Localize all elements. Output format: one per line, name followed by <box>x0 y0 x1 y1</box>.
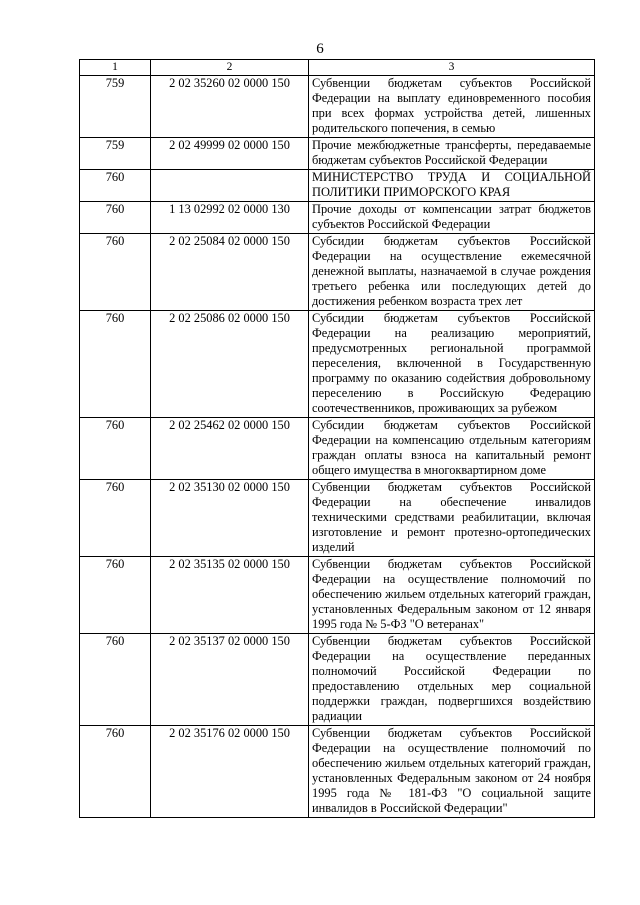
administrator-code: 760 <box>80 202 151 234</box>
revenue-codes-table <box>79 59 595 818</box>
table-row <box>80 634 595 726</box>
revenue-classification-code: 2 02 35176 02 0000 150 <box>151 726 309 818</box>
revenue-classification-code: 2 02 35130 02 0000 150 <box>151 480 309 557</box>
administrator-code: 760 <box>80 726 151 818</box>
table-row <box>80 726 595 818</box>
column-header-2: 2 <box>151 60 309 76</box>
table-row <box>80 202 595 234</box>
table-row <box>80 234 595 311</box>
administrator-code: 759 <box>80 76 151 138</box>
revenue-description: Прочие межбюджетные трансферты, передаваемые бюджетам субъектов Российской Федерации <box>309 138 595 170</box>
column-header-3: 3 <box>309 60 595 76</box>
revenue-description: Субсидии бюджетам субъектов Российской Федерации на реализацию мероприятий, предусмотренных региональной программой переселения, включенной в Государственную программу по оказанию содействия добровольному переселению в Российскую Федерацию соотечественников, проживающих за рубежом <box>309 311 595 418</box>
table-row <box>80 138 595 170</box>
administrator-code: 759 <box>80 138 151 170</box>
revenue-classification-code: 2 02 35137 02 0000 150 <box>151 634 309 726</box>
table-row <box>80 76 595 138</box>
administrator-code: 760 <box>80 418 151 480</box>
revenue-classification-code: 2 02 25086 02 0000 150 <box>151 311 309 418</box>
administrator-code: 760 <box>80 234 151 311</box>
column-header-1: 1 <box>80 60 151 76</box>
revenue-description: Субсидии бюджетам субъектов Российской Федерации на компенсацию отдельным категориям граждан оплаты взноса на капитальный ремонт общего имущества в многоквартирном доме <box>309 418 595 480</box>
revenue-description: Прочие доходы от компенсации затрат бюджетов субъектов Российской Федерации <box>309 202 595 234</box>
revenue-classification-code: 2 02 49999 02 0000 150 <box>151 138 309 170</box>
administrator-code: 760 <box>80 480 151 557</box>
table-header-row <box>80 60 595 76</box>
table-row <box>80 480 595 557</box>
revenue-description: Субвенции бюджетам субъектов Российской Федерации на осуществление полномочий по обеспечению жильем отдельных категорий граждан, установленных Федеральным законом от 24 ноября 1995 года № 181-ФЗ "О социальной защите инвалидов в Российской Федерации" <box>309 726 595 818</box>
revenue-description: Субвенции бюджетам субъектов Российской Федерации на осуществление переданных полномочий Российской Федерации по предоставлению отдельных мер социальной поддержки граждан, подвергшихся воздействию радиации <box>309 634 595 726</box>
revenue-classification-code: 2 02 35260 02 0000 150 <box>151 76 309 138</box>
revenue-description: Субсидии бюджетам субъектов Российской Федерации на осуществление ежемесячной денежной выплаты, назначаемой в случае рождения третьего ребенка или последующих детей до достижения ребенком возраста трех лет <box>309 234 595 311</box>
revenue-classification-code <box>151 170 309 202</box>
revenue-description: Субвенции бюджетам субъектов Российской Федерации на выплату единовременного пособия при всех формах устройства детей, лишенных родительского попечения, в семью <box>309 76 595 138</box>
page-number: 6 <box>316 41 324 57</box>
revenue-classification-code: 2 02 25462 02 0000 150 <box>151 418 309 480</box>
revenue-description: Субвенции бюджетам субъектов Российской Федерации на обеспечение инвалидов техническими средствами реабилитации, включая изготовление и ремонт протезно-ортопедических изделий <box>309 480 595 557</box>
table-row <box>80 311 595 418</box>
revenue-classification-code: 1 13 02992 02 0000 130 <box>151 202 309 234</box>
ministry-heading: МИНИСТЕРСТВО ТРУДА И СОЦИАЛЬНОЙ ПОЛИТИКИ ПРИМОРСКОГО КРАЯ <box>309 170 595 202</box>
administrator-code: 760 <box>80 311 151 418</box>
revenue-classification-code: 2 02 35135 02 0000 150 <box>151 557 309 634</box>
administrator-code: 760 <box>80 634 151 726</box>
table-row <box>80 557 595 634</box>
administrator-code: 760 <box>80 557 151 634</box>
table-row <box>80 418 595 480</box>
revenue-classification-code: 2 02 25084 02 0000 150 <box>151 234 309 311</box>
table-row-section-heading <box>80 170 595 202</box>
administrator-code: 760 <box>80 170 151 202</box>
revenue-description: Субвенции бюджетам субъектов Российской Федерации на осуществление полномочий по обеспечению жильем отдельных категорий граждан, установленных Федеральным законом от 12 января 1995 года № 5-ФЗ "О ветеранах" <box>309 557 595 634</box>
